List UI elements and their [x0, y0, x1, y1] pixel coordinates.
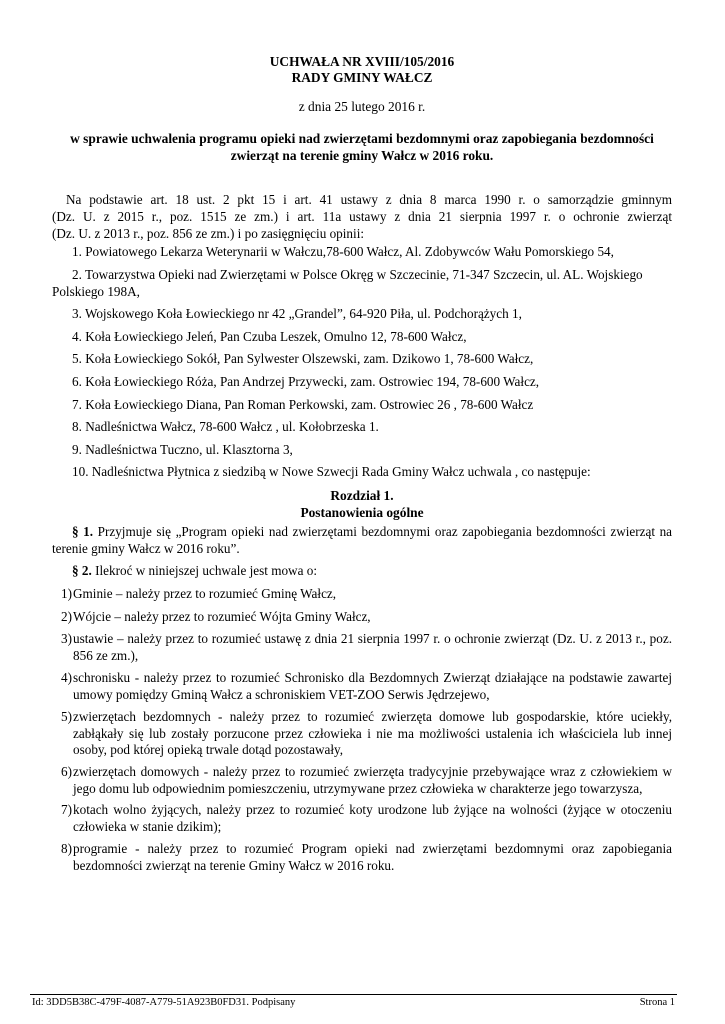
list-item: 4. Koła Łowieckiego Jeleń, Pan Czuba Leszek, Omulno 12, 78-600 Wałcz,	[72, 329, 467, 344]
item-text: zwierzętach domowych - należy przez to rozumieć zwierzęta tradycyjnie przebywające wraz z człowiekiem w jego domu lub odpowiednim pomieszczeniu, utrzymywane przez człowieka w charakterze jego towarzysza,	[73, 764, 672, 796]
item-number: 4)	[61, 670, 72, 685]
item-number: 3)	[61, 631, 72, 646]
chapter-number: Rozdział 1.	[330, 488, 394, 503]
list-item: 9. Nadleśnictwa Tuczno, ul. Klasztorna 3,	[72, 442, 293, 457]
list-item	[52, 841, 672, 874]
item-text: Gminie – należy przez to rozumieć Gminę Wałcz,	[73, 586, 337, 601]
subject-line-2: zwierząt na terenie gminy Wałcz w 2016 roku.	[230, 147, 494, 163]
intro-line-3: (Dz. U. z 2013 r., poz. 856 ze zm.) i po zasięgnięciu opinii:	[52, 226, 365, 241]
item-text: Wójcie – należy przez to rozumieć Wójta Gminy Wałcz,	[73, 609, 371, 624]
item-text: kotach wolno żyjących, należy przez to rozumieć koty urodzone lub żyjące na wolności (żyjące w otoczeniu człowieka w stanie dzikim);	[73, 802, 672, 834]
list-item: 6. Koła Łowieckiego Róża, Pan Andrzej Przywecki, zam. Ostrowiec 194, 78-600 Wałcz,	[72, 374, 540, 389]
legal-basis-paragraph	[52, 191, 672, 242]
list-item: 3. Wojskowego Koła Łowieckiego nr 42 „Grandel”, 64-920 Piła, ul. Podchorążych 1,	[72, 306, 522, 321]
list-item: 10. Nadleśnictwa Płytnica z siedzibą w Nowe Szwecji Rada Gminy Wałcz uchwala , co następuje:	[72, 464, 591, 479]
item-text: ustawie – należy przez to rozumieć ustawę z dnia 21 sierpnia 1997 r. o ochronie zwierząt (Dz. U. z 2013 r., poz. 856 ze zm.),	[73, 631, 672, 663]
section-1-text: Przyjmuje się „Program opieki nad zwierzętami bezdomnymi oraz zapobiegania bezdomności zwierząt na terenie gminy Wałcz w 2016 roku”.	[52, 524, 673, 556]
subject-line-1: w sprawie uchwalenia programu opieki nad zwierzętami bezdomnymi oraz zapobiegania bezdomności	[70, 131, 654, 146]
resolution-date: z dnia 25 lutego 2016 r.	[298, 99, 426, 114]
chapter-heading	[52, 488, 672, 521]
list-item: 2. Towarzystwa Opieki nad Zwierzętami w Polsce Okręg w Szczecinie, 71-347 Szczecin, ul. AL. Wojskiego Polskiego 198A,	[52, 267, 643, 299]
item-text: schronisku - należy przez to rozumieć Schronisko dla Bezdomnych Zwierząt działające na podstawie zawartej umowy pomiędzy Gminą Wałcz a schroniskiem VET-ZOO Serwis Jędrzejewo,	[73, 670, 672, 702]
list-item: 1. Powiatowego Lekarza Weterynarii w Wałczu,78-600 Wałcz, Al. Zdobywców Wału Pomorskiego 54,	[72, 244, 614, 259]
page-number: Strona 1	[639, 997, 675, 1008]
title-line-1: UCHWAŁA NR XVIII/105/2016	[269, 54, 455, 69]
list-item	[52, 609, 672, 626]
item-number: 2)	[61, 609, 72, 624]
list-item	[52, 709, 672, 759]
section-1-label: § 1.	[72, 524, 94, 539]
list-item	[52, 764, 672, 797]
item-number: 7)	[61, 802, 72, 817]
section-2-text: Ilekroć w niniejszej uchwale jest mowa o:	[95, 563, 317, 578]
list-item	[52, 802, 672, 835]
list-item: 8. Nadleśnictwa Wałcz, 78-600 Wałcz , ul. Kołobrzeska 1.	[72, 419, 379, 434]
section-2-label: § 2.	[72, 563, 92, 578]
resolution-title	[52, 54, 672, 86]
footer-divider	[30, 994, 677, 995]
item-text: programie - należy przez to rozumieć Program opieki nad zwierzętami bezdomnymi oraz zapobiegania bezdomności zwierząt na terenie Gminy Wałcz w 2016 roku.	[73, 841, 672, 873]
section-1	[52, 524, 672, 557]
section-2	[52, 563, 672, 580]
item-number: 5)	[61, 709, 72, 724]
item-number: 8)	[61, 841, 72, 856]
list-item: 5. Koła Łowieckiego Sokół, Pan Sylwester Olszewski, zam. Dzikowo 1, 78-600 Wałcz,	[72, 351, 534, 366]
list-item	[52, 631, 672, 664]
list-item: 7. Koła Łowieckiego Diana, Pan Roman Perkowski, zam. Ostrowiec 26 , 78-600 Wałcz	[72, 397, 534, 412]
intro-line-2: (Dz. U. z 2015 r., poz. 1515 ze zm.) i art. 11a ustawy z dnia 21 sierpnia 1997 r. o ochronie zwierząt	[52, 209, 672, 224]
resolution-subject	[52, 131, 672, 164]
document-id: Id: 3DD5B38C-479F-4087-A779-51A923B0FD31. Podpisany	[32, 997, 296, 1008]
intro-line-1: Na podstawie art. 18 ust. 2 pkt 15 i art. 41 ustawy z dnia 8 marca 1990 r. o samorządzie gminnym	[66, 192, 672, 207]
list-item	[52, 670, 672, 703]
chapter-title: Postanowienia ogólne	[300, 504, 424, 520]
title-line-2: RADY GMINY WAŁCZ	[291, 70, 433, 85]
item-number: 1)	[61, 586, 72, 601]
item-number: 6)	[61, 764, 72, 779]
list-item	[52, 586, 672, 603]
item-text: zwierzętach bezdomnych - należy przez to rozumieć zwierzęta domowe lub gospodarskie, które uciekły, zabłąkały się lub zostały porzucone przez człowieka i nie ma możliwości ustalenia ich właściciela lub innej osoby, pod której opieką trwale dotąd pozostawały,	[73, 709, 672, 757]
